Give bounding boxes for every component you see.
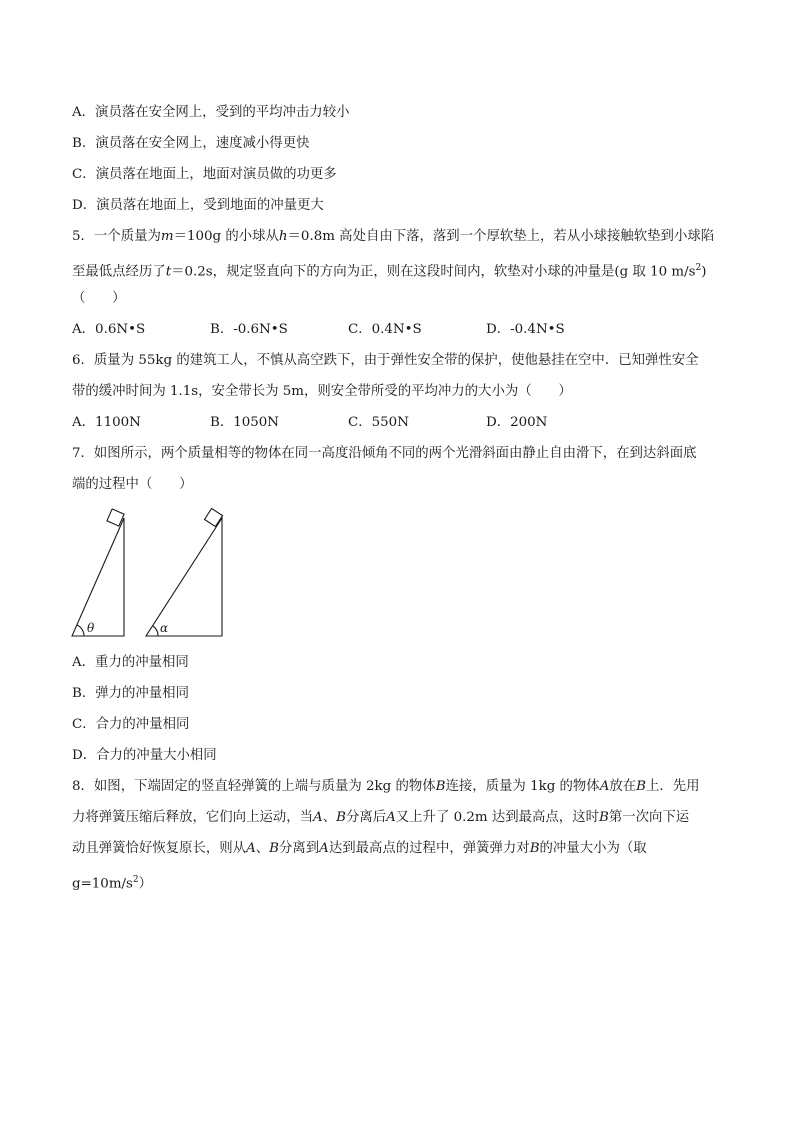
- q5-option-b: B．-0.6N•S: [210, 322, 288, 337]
- q4-option-a: A．演员落在安全网上，受到的平均冲击力较小: [72, 105, 350, 120]
- angle-arc-theta: [77, 625, 84, 636]
- q7-inclines-figure: [60, 500, 240, 645]
- q6-option-a: A．1100N: [72, 415, 141, 430]
- q6-option-d: D．200N: [486, 415, 548, 430]
- q7-option-b: B．弹力的冲量相同: [72, 686, 189, 701]
- q6-option-b: B．1050N: [210, 415, 280, 430]
- q7-option-c: C．合力的冲量相同: [72, 717, 190, 732]
- q7-stem-line2: 端的过程中（ ）: [72, 477, 193, 492]
- q5-answer-blank: （ ）: [72, 291, 126, 306]
- q7-option-d: D．合力的冲量大小相同: [72, 748, 217, 763]
- incline-alpha: [146, 518, 222, 636]
- q7-option-a: A．重力的冲量相同: [72, 655, 189, 670]
- q7-stem-line1: 7．如图所示，两个质量相等的物体在同一高度沿倾角不同的两个光滑斜面由静止自由滑下，在到达斜面底: [72, 446, 697, 461]
- var-t: t: [165, 264, 172, 280]
- q5-option-d: D．-0.4N•S: [486, 322, 565, 337]
- incline-theta: [72, 518, 124, 636]
- var-m: m: [160, 229, 174, 244]
- q8-stem-line1: 8．如图，下端固定的竖直轻弹簧的上端与质量为 2kg 的物体B连接，质量为 1kg 的物体A放在B上．先用: [72, 779, 700, 794]
- q6-option-c: C．550N: [348, 415, 409, 430]
- q4-option-d: D．演员落在地面上，受到地面的冲量更大: [72, 198, 324, 213]
- q4-option-b: B．演员落在安全网上，速度减小得更快: [72, 136, 310, 151]
- q5-option-c: C．0.4N•S: [348, 322, 422, 337]
- block-on-incline-alpha: [205, 509, 223, 527]
- q8-stem-line2: 力将弹簧压缩后释放，它们向上运动，当A、B分离后A又上升了 0.2m 达到最高点，这时B第一次向下运: [72, 810, 690, 825]
- q6-stem-line1: 6．质量为 55kg 的建筑工人，不慎从高空跌下，由于弹性安全带的保护，使他悬挂在空中．已知弹性安全: [72, 353, 699, 368]
- var-h: h: [278, 229, 288, 244]
- angle-label-alpha: α: [160, 621, 169, 635]
- q4-option-c: C．演员落在地面上，地面对演员做的功更多: [72, 167, 337, 182]
- q5-option-a: A．0.6N•S: [72, 322, 146, 337]
- q8-stem-line3: 动且弹簧恰好恢复原长，则从A、B分离到A达到最高点的过程中，弹簧弹力对B的冲量大小为（取: [72, 841, 647, 856]
- angle-label-theta: θ: [87, 621, 95, 635]
- q5-stem-line1: 5．一个质量为m＝100g 的小球从h＝0.8m 高处自由下落，落到一个厚软垫上，若从小球接触软垫到小球陷: [72, 229, 715, 244]
- q8-stem-line4: $g=10m/s^2$）: [72, 875, 153, 892]
- q6-stem-line2: 带的缓冲时间为 1.1s，安全带长为 5m，则安全带所受的平均冲力的大小为（ ）: [72, 384, 572, 399]
- angle-arc-alpha: [153, 626, 158, 636]
- q5-stem-line2: 至最低点经历了t＝0.2s，规定竖直向下的方向为正，则在这段时间内，软垫对小球的冲量是(g 取 10 $m/s^2$): [72, 263, 707, 280]
